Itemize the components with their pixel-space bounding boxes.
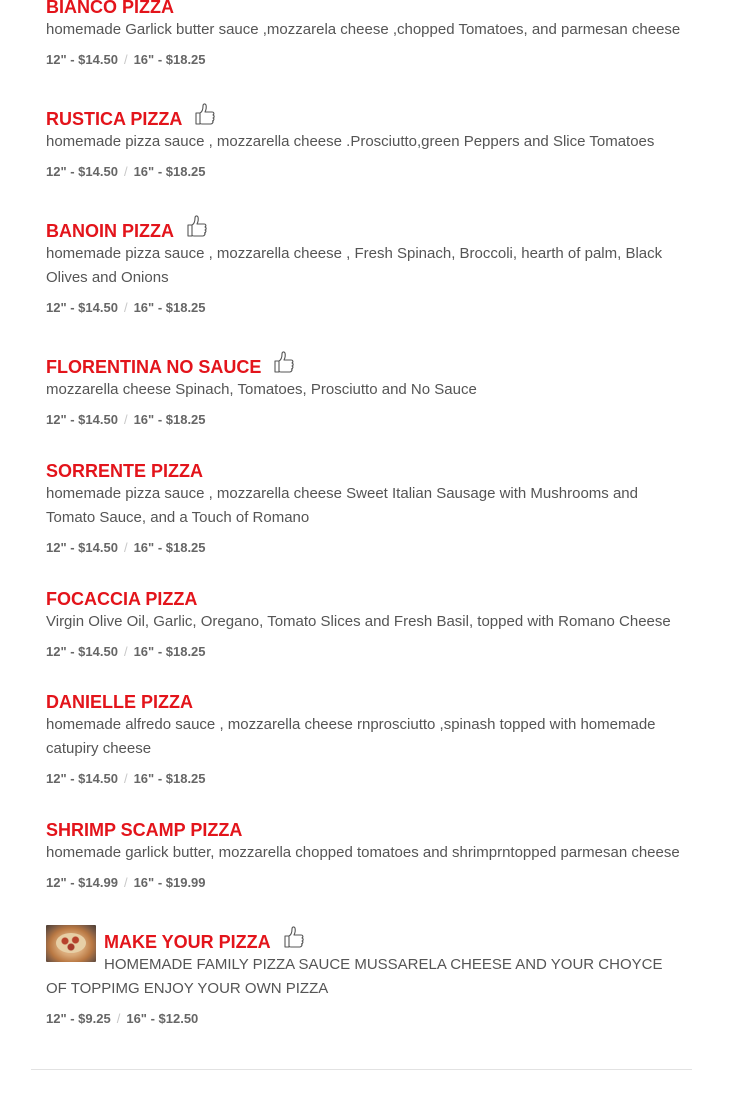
menu-item-prices <box>46 52 686 68</box>
price-large[interactable]: 16" - $18.25 <box>133 771 206 786</box>
price-small[interactable]: 12" - $14.50 <box>46 412 118 427</box>
price-small[interactable]: 12" - $14.50 <box>46 52 118 67</box>
price-separator: / <box>123 771 128 786</box>
menu-item-name[interactable]: RUSTICA PIZZA <box>46 109 183 129</box>
price-large[interactable]: 16" - $18.25 <box>133 300 206 315</box>
menu-item-description-text: HOMEMADE FAMILY PIZZA SAUCE MUSSARELA CHEESE AND YOUR CHOYCE OF TOPPIMG ENJOY YOUR OWN PIZZA <box>46 956 663 997</box>
menu-item-prices <box>46 771 686 787</box>
menu-item-prices <box>46 164 686 180</box>
menu-item-focaccia-pizza <box>46 584 686 660</box>
menu-item-description: homemade pizza sauce , mozzarella cheese .Prosciutto,green Peppers and Slice Tomatoes <box>46 133 655 150</box>
menu-item-description: homemade Garlick butter sauce ,mozzarela cheese ,chopped Tomatoes, and parmesan cheese <box>46 21 681 38</box>
price-large[interactable]: 16" - $19.99 <box>133 875 206 890</box>
price-separator: / <box>123 875 128 890</box>
menu-item-name[interactable]: DANIELLE PIZZA <box>46 692 193 712</box>
menu-item-prices <box>46 300 686 316</box>
menu-item-description: homemade garlick butter, mozzarella chopped tomatoes and shrimprntopped parmesan cheese <box>46 844 680 861</box>
menu-item-title-row <box>46 687 686 713</box>
menu-item-prices <box>46 412 686 428</box>
menu-item-name[interactable]: SHRIMP SCAMP PIZZA <box>46 820 243 840</box>
menu-item-prices <box>46 875 686 891</box>
menu-item-title-row <box>46 815 686 841</box>
price-separator: / <box>123 412 128 427</box>
menu-item-title-row <box>46 456 686 482</box>
price-large[interactable]: 16" - $12.50 <box>126 1011 199 1026</box>
price-large[interactable]: 16" - $18.25 <box>133 164 206 179</box>
menu-item-name[interactable]: BIANCO PIZZA <box>46 0 174 17</box>
menu-item-name[interactable]: FLORENTINA NO SAUCE <box>46 357 262 377</box>
menu-item-prices <box>46 1011 686 1027</box>
menu-item-danielle-pizza <box>46 687 686 787</box>
menu-item-description: homemade alfredo sauce , mozzarella cheese rnprosciutto ,spinash topped with homemade catupiry cheese <box>46 716 656 757</box>
price-small[interactable]: 12" - $14.50 <box>46 771 118 786</box>
menu-item-description: Virgin Olive Oil, Garlic, Oregano, Tomato Slices and Fresh Basil, topped with Romano Cheese <box>46 613 671 630</box>
thumbs-up-icon <box>194 102 216 126</box>
menu-item-name[interactable]: BANOIN PIZZA <box>46 221 174 241</box>
menu-item-make-your-pizza <box>46 925 686 1027</box>
menu-item-description: homemade pizza sauce , mozzarella cheese , Fresh Spinach, Broccoli, hearth of palm, Black Olives and Onions <box>46 245 663 286</box>
menu-item-florentina-no-sauce <box>46 352 686 428</box>
menu-item-description <box>46 953 686 1001</box>
menu-item-banoin-pizza <box>46 216 686 316</box>
menu-item-name[interactable]: MAKE YOUR PIZZA <box>104 932 271 952</box>
price-small[interactable]: 12" - $14.50 <box>46 164 118 179</box>
menu-item-title-row <box>46 216 686 242</box>
price-separator: / <box>123 164 128 179</box>
thumbs-up-icon <box>283 925 305 949</box>
price-separator: / <box>116 1011 121 1026</box>
menu-item-bianco-pizza <box>46 0 686 68</box>
menu-item-title-row <box>46 0 686 18</box>
menu-item-name[interactable]: SORRENTE PIZZA <box>46 461 204 481</box>
price-separator: / <box>123 52 128 67</box>
menu-item-name[interactable]: FOCACCIA PIZZA <box>46 589 198 609</box>
pizza-photo[interactable] <box>46 925 96 962</box>
menu-item-rustica-pizza <box>46 104 686 180</box>
price-small[interactable]: 12" - $14.50 <box>46 300 118 315</box>
thumbs-up-icon <box>273 350 295 374</box>
price-large[interactable]: 16" - $18.25 <box>133 644 206 659</box>
price-small[interactable]: 12" - $14.99 <box>46 875 118 890</box>
menu-item-prices <box>46 540 686 556</box>
menu-item-prices <box>46 644 686 660</box>
thumbs-up-icon <box>186 214 208 238</box>
price-large[interactable]: 16" - $18.25 <box>133 52 206 67</box>
menu-item-shrimp-scamp-pizza <box>46 815 686 891</box>
price-separator: / <box>123 540 128 555</box>
price-large[interactable]: 16" - $18.25 <box>133 540 206 555</box>
price-separator: / <box>123 644 128 659</box>
section-divider <box>31 1069 692 1070</box>
price-small[interactable]: 12" - $9.25 <box>46 1011 111 1026</box>
menu-item-title-row <box>104 925 686 953</box>
price-small[interactable]: 12" - $14.50 <box>46 540 118 555</box>
menu-item-description: homemade pizza sauce , mozzarella cheese Sweet Italian Sausage with Mushrooms and Tomato Sauce, and a Touch of Romano <box>46 485 638 526</box>
menu-item-description: mozzarella cheese Spinach, Tomatoes, Prosciutto and No Sauce <box>46 381 477 398</box>
menu-item-title-row <box>46 104 686 130</box>
price-separator: / <box>123 300 128 315</box>
menu-item-title-row <box>46 584 686 610</box>
price-large[interactable]: 16" - $18.25 <box>133 412 206 427</box>
menu-item-sorrente-pizza <box>46 456 686 556</box>
menu-item-title-row <box>46 352 686 378</box>
price-small[interactable]: 12" - $14.50 <box>46 644 118 659</box>
